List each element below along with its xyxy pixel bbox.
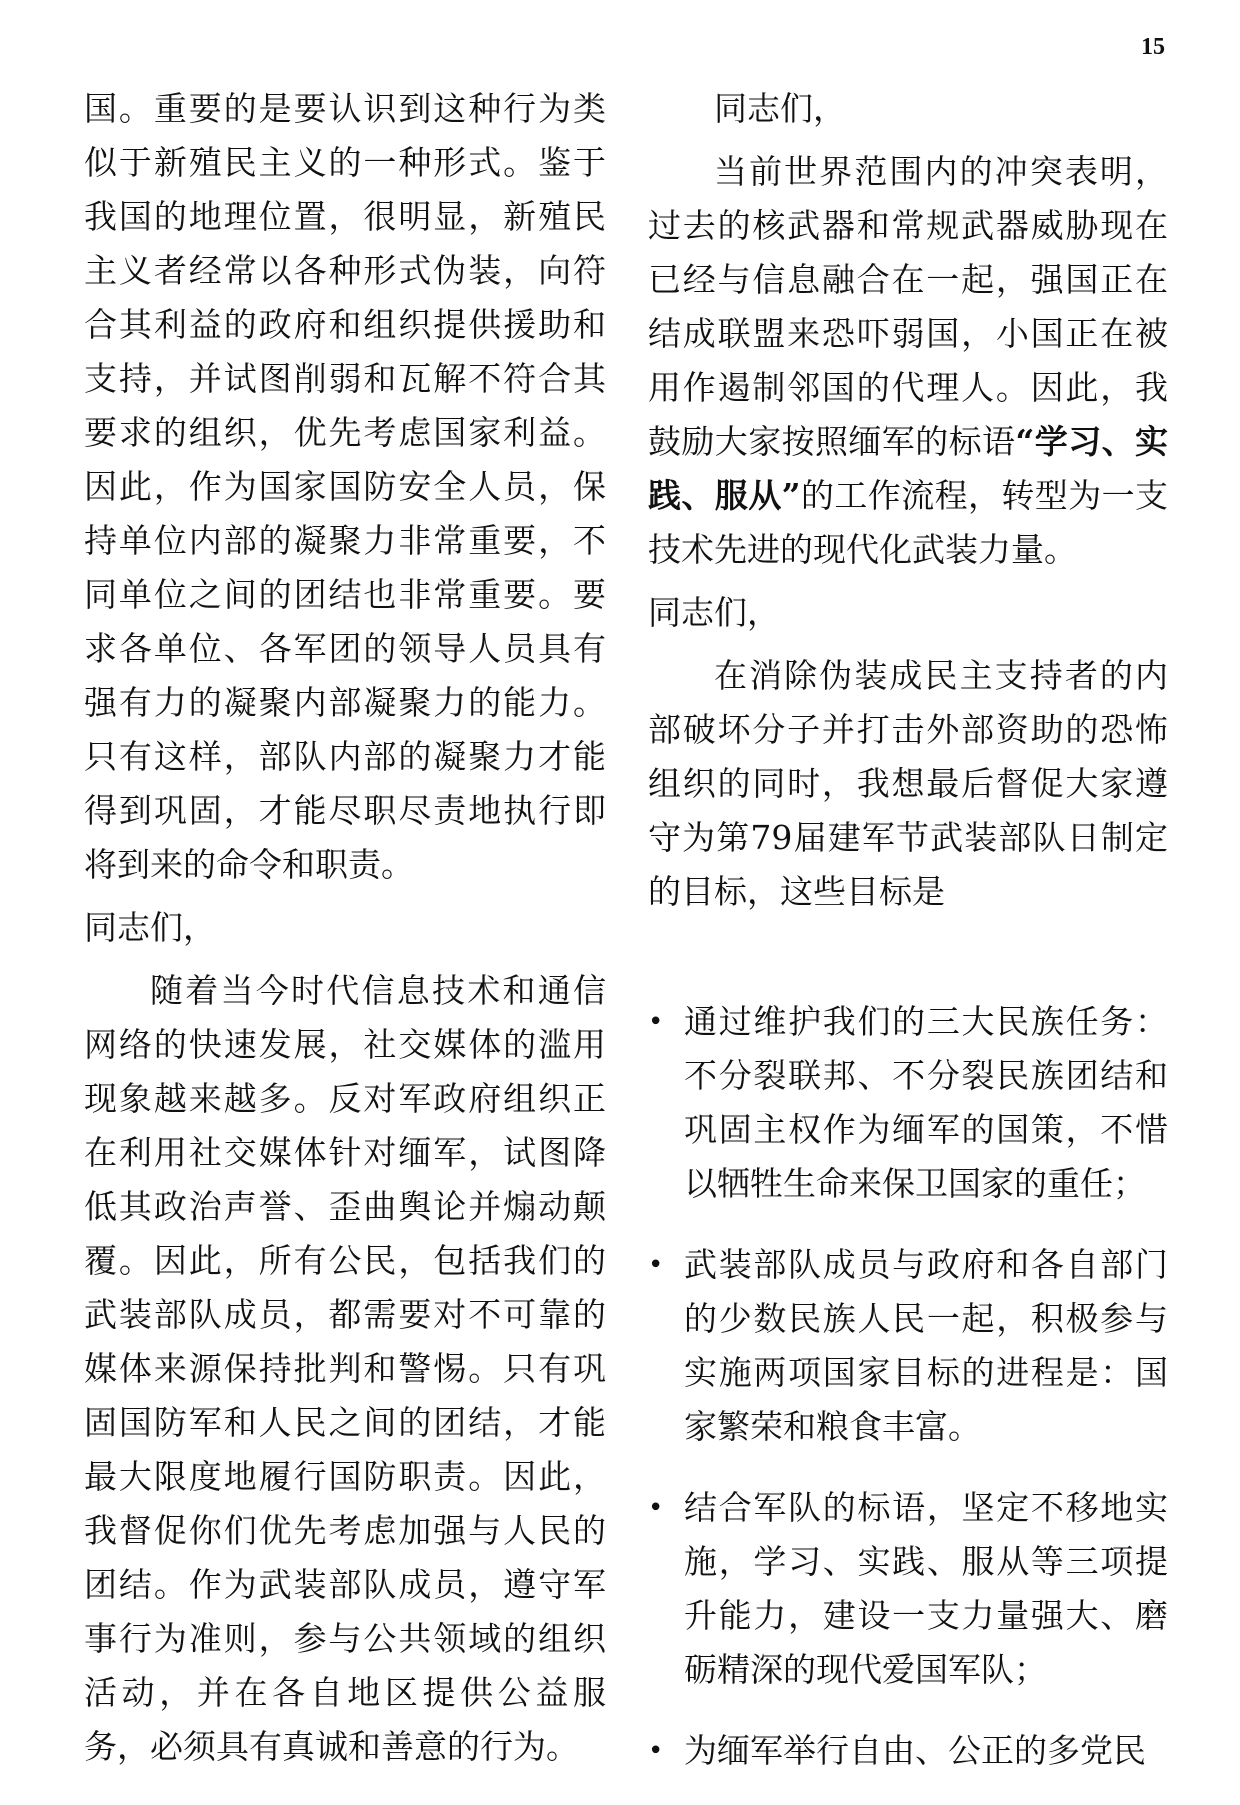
right-column bbox=[648, 82, 1168, 1805]
goal-text: 为缅军举行自由、公正的多党民 bbox=[684, 1731, 1146, 1770]
goal-text: 结合军队的标语，坚定不移地实施，学习、实践、服从等三项提升能力，建设一支力量强大、磨砺精深的现代爱国军队； bbox=[684, 1488, 1168, 1689]
right-paragraph-conflicts bbox=[648, 145, 1168, 577]
page-number: 15 bbox=[1141, 34, 1165, 60]
bullet-icon: • bbox=[648, 1007, 664, 1037]
bullet-icon: • bbox=[648, 1250, 664, 1280]
goal-text: 武装部队成员与政府和各自部门的少数民族人民一起，积极参与实施两项国家目标的进程是：国家繁荣和粮食丰富。 bbox=[684, 1245, 1168, 1446]
paragraph-text-after-slogan: 的工作流程，转型为一支技术先进的现代化武装力量。 bbox=[648, 476, 1169, 569]
right-salutation-2: 同志们， bbox=[648, 593, 780, 632]
slogan-text: “学习、实践、服从” bbox=[648, 422, 1169, 515]
bullet-icon: • bbox=[648, 1736, 664, 1766]
goal-item bbox=[648, 1724, 1168, 1778]
left-paragraph-continuation: 国。重要的是要认识到这种行为类似于新殖民主义的一种形式。鉴于我国的地理位置，很明显，新殖民主义者经常以各种形式伪装，向符合其利益的政府和组织提供援助和支持，并试图削弱和瓦解不符合其要求的组织，优先考虑国家利益。因此，作为国家国防安全人员，保持单位内部的凝聚力非常重要，不同单位之间的团结也非常重要。要求各单位、各军团的领导人员具有强有力的凝聚内部凝聚力的能力。只有这样，部队内部的凝聚力才能得到巩固，才能尽职尽责地执行即将到来的命令和职责。 bbox=[84, 89, 606, 884]
goal-item bbox=[648, 1238, 1168, 1454]
goal-item bbox=[648, 995, 1168, 1211]
left-paragraph-social-media: 随着当今时代信息技术和通信网络的快速发展，社交媒体的滥用现象越来越多。反对军政府组织正在利用社交媒体针对缅军，试图降低其政治声誉、歪曲舆论并煽动颠覆。因此，所有公民，包括我们的武装部队成员，都需要对不可靠的媒体来源保持批判和警惕。只有巩固国防军和人民之间的团结，才能最大限度地履行国防职责。因此，我督促你们优先考虑加强与人民的团结。作为武装部队成员，遵守军事行为准则，参与公共领域的组织活动，并在各自地区提供公益服务，必须具有真诚和善意的行为。 bbox=[84, 971, 606, 1766]
goals-list bbox=[648, 995, 1168, 1778]
left-salutation: 同志们， bbox=[84, 908, 216, 947]
right-salutation-1: 同志们， bbox=[714, 89, 846, 128]
left-column bbox=[84, 82, 606, 1783]
goal-item bbox=[648, 1481, 1168, 1697]
paragraph-text-before-slogan: 当前世界范围内的冲突表明，过去的核武器和常规武器威胁现在已经与信息融合在一起，强国正在结成联盟来恐吓弱国，小国正在被用作遏制邻国的代理人。因此，我鼓励大家按照缅军的标语 bbox=[648, 152, 1168, 461]
bullet-icon: • bbox=[648, 1493, 664, 1523]
right-paragraph-goals-intro: 在消除伪装成民主支持者的内部破坏分子并打击外部资助的恐怖组织的同时，我想最后督促大家遵守为第79届建军节武装部队日制定的目标，这些目标是 bbox=[648, 656, 1168, 911]
goal-text: 通过维护我们的三大民族任务：不分裂联邦、不分裂民族团结和巩固主权作为缅军的国策，不惜以牺牲生命来保卫国家的重任； bbox=[684, 1002, 1168, 1203]
